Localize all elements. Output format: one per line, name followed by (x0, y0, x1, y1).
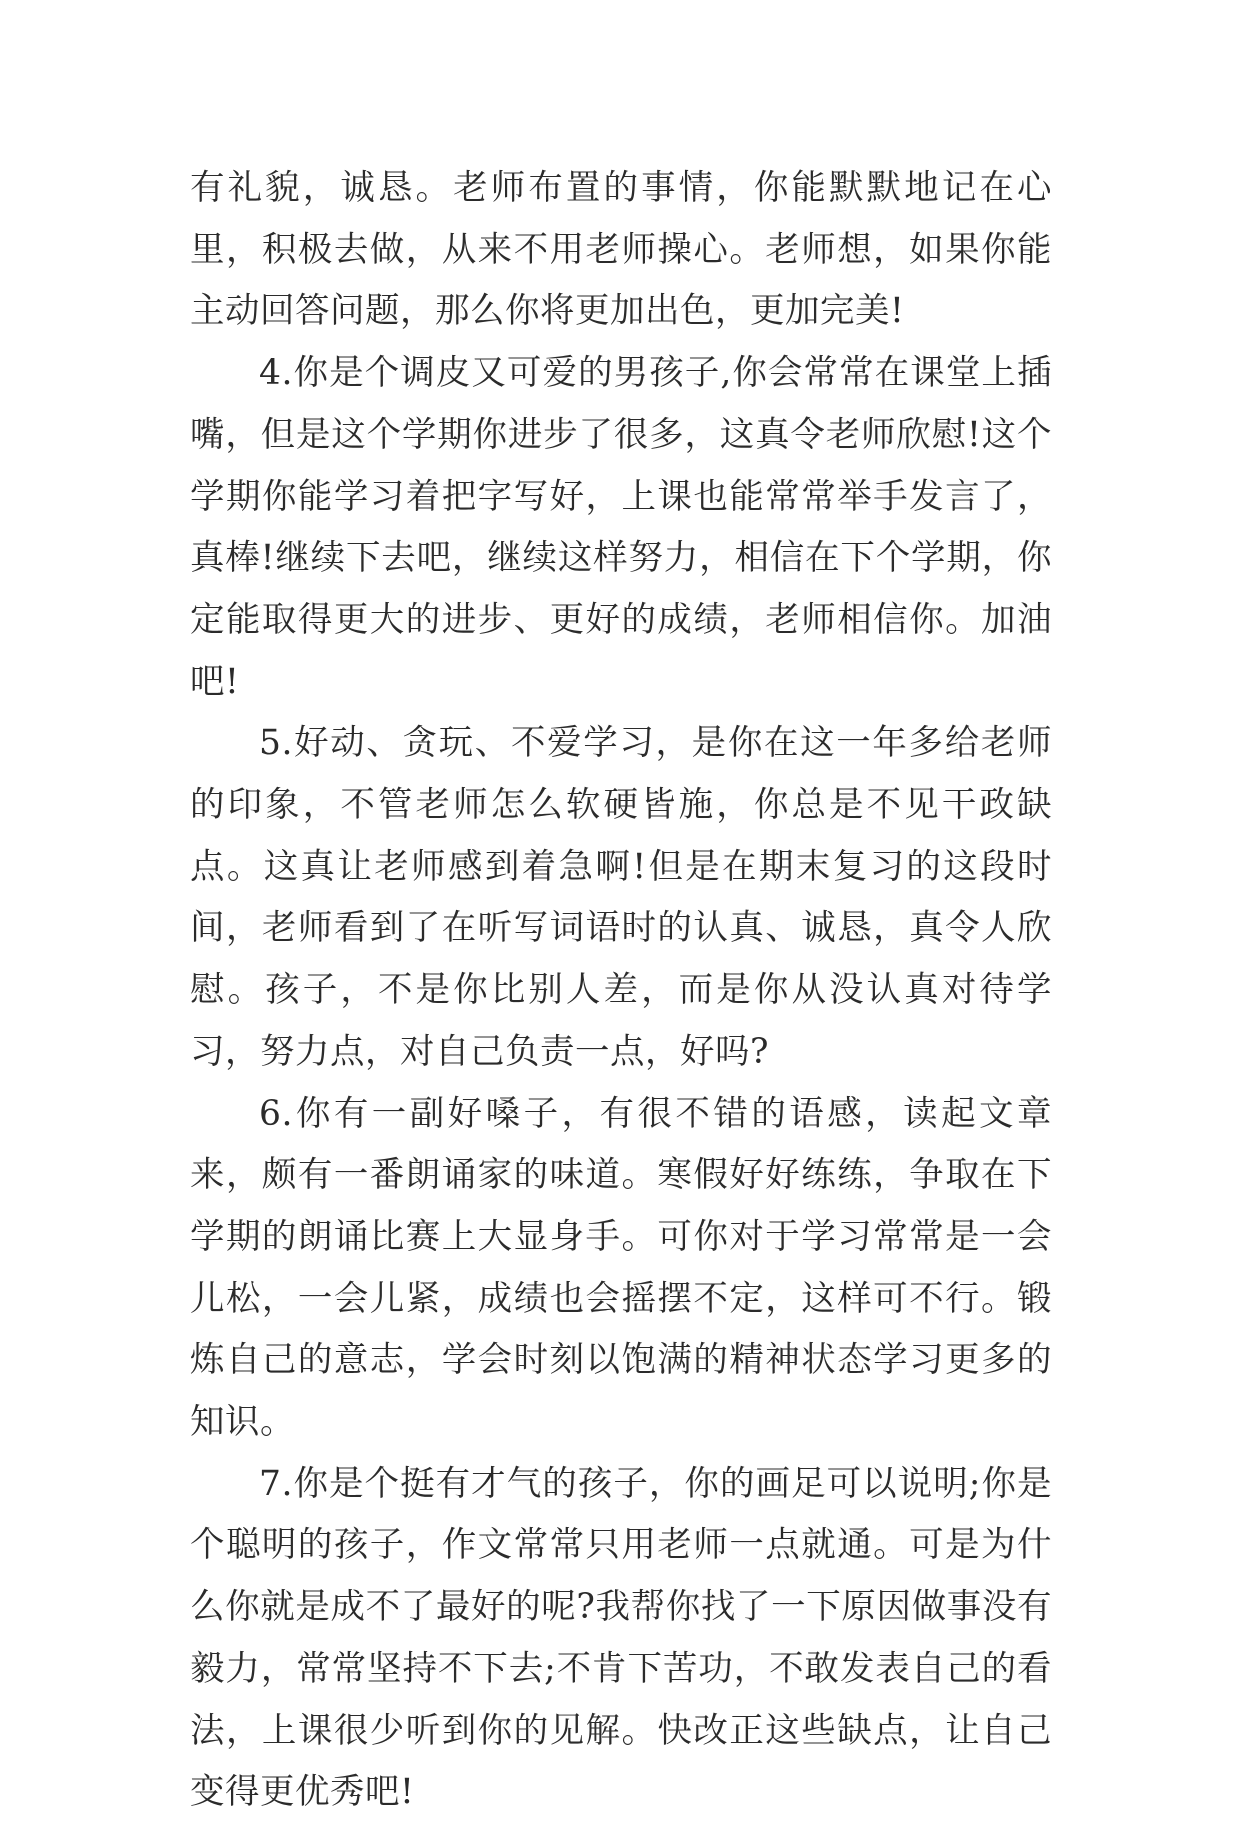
paragraph-comment-6: 6.你有一副好嗓子，有很不错的语感，读起文章来，颇有一番朗诵家的味道。寒假好好练练，争取在下学期的朗诵比赛上大显身手。可你对于学习常常是一会儿松，一会儿紧，成绩也会摇摆不定，这样可不行。锻炼自己的意志，学会时刻以饱满的精神状态学习更多的知识。 (190, 1093, 1052, 1443)
paragraph-comment-7: 7.你是个挺有才气的孩子，你的画足可以说明;你是个聪明的孩子，作文常常只用老师一点就通。可是为什么你就是成不了最好的呢?我帮你找了一下原因做事没有毅力，常常坚持不下去;不肯下苦功，不敢发表自己的看法，上课很少听到你的见解。快改正这些缺点，让自己变得更优秀吧! (190, 1463, 1052, 1813)
document-body (190, 158, 1052, 1824)
paragraph-continuation: 有礼貌，诚恳。老师布置的事情，你能默默地记在心里，积极去做，从来不用老师操心。老师想，如果你能主动回答问题，那么你将更加出色，更加完美! (190, 168, 1052, 332)
paragraph-comment-4: 4.你是个调皮又可爱的男孩子,你会常常在课堂上插嘴，但是这个学期你进步了很多，这真令老师欣慰!这个学期你能学习着把字写好，上课也能常常举手发言了，真棒!继续下去吧，继续这样努力，相信在下个学期，你定能取得更大的进步、更好的成绩，老师相信你。加油吧! (190, 353, 1052, 702)
paragraph-comment-5: 5.好动、贪玩、不爱学习，是你在这一年多给老师的印象，不管老师怎么软硬皆施，你总是不见干政缺点。这真让老师感到着急啊!但是在期末复习的这段时间，老师看到了在听写词语时的认真、诚恳，真令人欣慰。孩子，不是你比别人差，而是你从没认真对待学习，努力点，对自己负责一点，好吗? (190, 723, 1052, 1072)
